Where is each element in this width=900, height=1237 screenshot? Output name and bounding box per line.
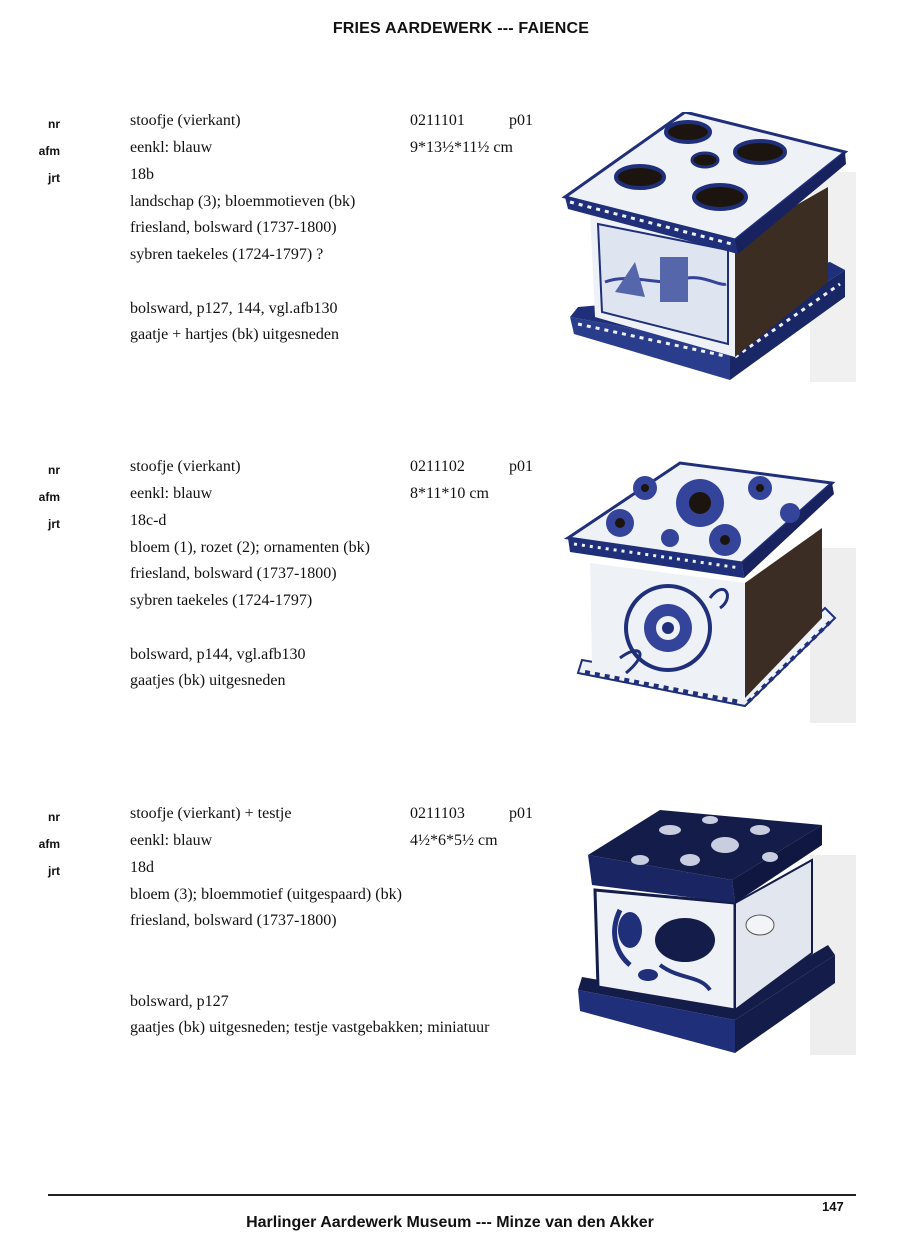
field-value-fabrikaat: friesland, bolsward (1737-1800) xyxy=(130,565,337,582)
field-value-voorwerp: stoofje (vierkant) + testje xyxy=(130,805,292,822)
footer-text: Harlinger Aardewerk Museum --- Minze van den Akker xyxy=(246,1214,654,1231)
field-value-voorstelling: bloem (1), rozet (2); ornamenten (bk) xyxy=(130,539,370,556)
field-label: jrt xyxy=(48,864,60,878)
field-label: nr xyxy=(48,810,60,824)
catalog-entry xyxy=(0,112,900,412)
stove-photo xyxy=(560,805,860,1060)
field-value-afm: 9*13½*11½ cm xyxy=(410,139,513,156)
field-label: nr xyxy=(48,463,60,477)
footer-divider xyxy=(48,1194,856,1196)
field-value-opmerking: gaatje + hartjes (bk) uitgesneden xyxy=(130,326,339,343)
field-value-photo: p01 xyxy=(509,458,533,475)
field-value-literatuur: bolsward, p144, vgl.afb130 xyxy=(130,646,306,663)
field-value-afm: 8*11*10 cm xyxy=(410,485,489,502)
field-value-literatuur: bolsward, p127 xyxy=(130,993,229,1010)
field-value-fabrikaat: friesland, bolsward (1737-1800) xyxy=(130,219,337,236)
field-value-schilder: sybren taekeles (1724-1797) ? xyxy=(130,246,324,263)
field-value-datering: 18b xyxy=(130,166,154,183)
field-value-kleur: eenkl: blauw xyxy=(130,139,213,156)
field-value-opmerking: gaatjes (bk) uitgesneden xyxy=(130,672,286,689)
field-value-nr: 0211102 xyxy=(410,458,465,475)
stove-photo xyxy=(560,112,860,397)
field-label: afm xyxy=(38,144,60,158)
field-value-literatuur: bolsward, p127, 144, vgl.afb130 xyxy=(130,300,338,317)
catalog-entry xyxy=(0,805,900,1105)
field-value-voorwerp: stoofje (vierkant) xyxy=(130,458,241,475)
field-label: nr xyxy=(48,117,60,131)
page-number: 147 xyxy=(822,1199,844,1214)
field-value-opmerking: gaatjes (bk) uitgesneden; testje vastgebakken; miniatuur xyxy=(130,1019,490,1036)
field-value-kleur: eenkl: blauw xyxy=(130,832,213,849)
field-value-schilder: sybren taekeles (1724-1797) xyxy=(130,592,313,609)
field-label: afm xyxy=(38,490,60,504)
field-value-kleur: eenkl: blauw xyxy=(130,485,213,502)
field-label: jrt xyxy=(48,517,60,531)
field-value-datering: 18c-d xyxy=(130,512,167,529)
field-value-nr: 0211103 xyxy=(410,805,465,822)
field-value-fabrikaat: friesland, bolsward (1737-1800) xyxy=(130,912,337,929)
catalog-entry xyxy=(0,458,900,758)
field-value-afm: 4½*6*5½ cm xyxy=(410,832,498,849)
field-value-datering: 18d xyxy=(130,859,154,876)
field-label: afm xyxy=(38,837,60,851)
field-label: jrt xyxy=(48,171,60,185)
field-value-photo: p01 xyxy=(509,112,533,129)
field-value-voorstelling: bloem (3); bloemmotief (uitgespaard) (bk) xyxy=(130,886,402,903)
stove-photo xyxy=(560,458,860,728)
field-value-nr: 0211101 xyxy=(410,112,465,129)
field-value-voorstelling: landschap (3); bloemmotieven (bk) xyxy=(130,193,356,210)
field-value-voorwerp: stoofje (vierkant) xyxy=(130,112,241,129)
field-value-photo: p01 xyxy=(509,805,533,822)
page-title: FRIES AARDEWERK --- FAIENCE xyxy=(332,20,590,37)
